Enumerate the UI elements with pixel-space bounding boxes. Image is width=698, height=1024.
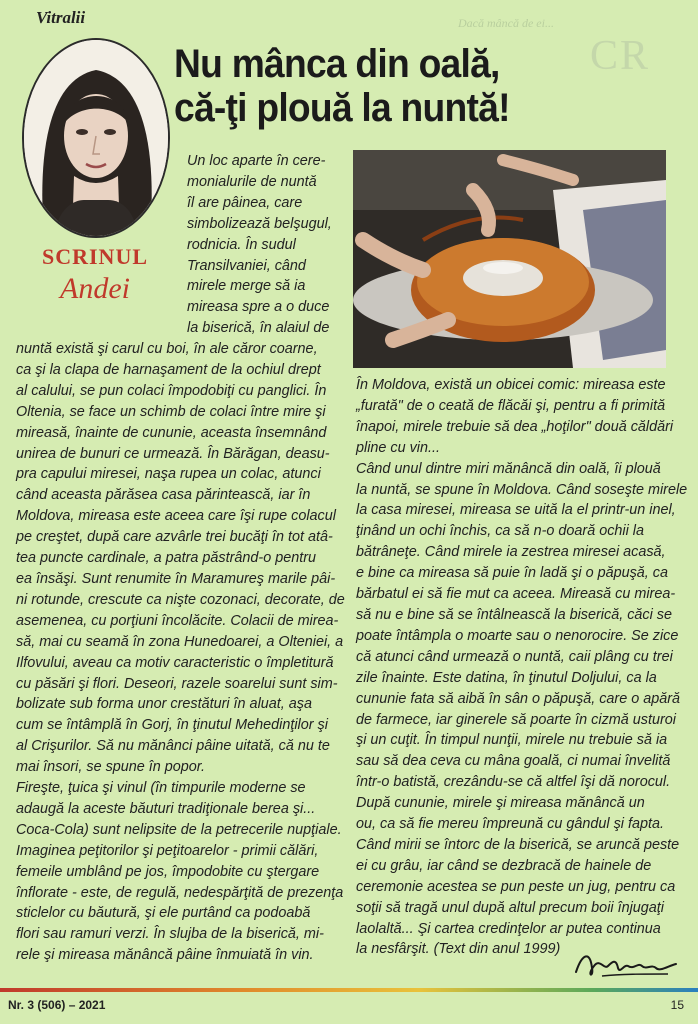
- author-portrait: [22, 38, 170, 238]
- text-line: că atunci când urmează o nuntă, caii plâng cu trei: [356, 648, 673, 665]
- issue-number: Nr. 3 (506) – 2021: [8, 998, 106, 1012]
- text-line: Moldova, mireasa este aceea care îşi rupe colacul: [16, 508, 336, 525]
- text-line: Transilvaniei, când: [187, 257, 306, 274]
- text-line: înapoi, mirele trebuie să dea „hoţilor" două căldări: [356, 418, 674, 435]
- text-line: ea însăşi. Sunt renumite în Maramureş marile pâi-: [16, 570, 336, 587]
- text-line: într-o batistă, crezându-se că altfel îşi dă norocul.: [356, 774, 671, 791]
- article-headline: [174, 42, 658, 130]
- text-line: ei cu grâu, iar când se dezbracă de hainele de: [356, 857, 652, 874]
- text-line: bolizate sub forma unor crestături în aluat, aşa: [16, 696, 312, 713]
- text-line: înflorate - este, de regulă, nedespărţită de prezenţa: [16, 884, 344, 901]
- headline-line: Nu mânca din oală,: [174, 42, 500, 86]
- bread-ring-illustration: [353, 150, 666, 368]
- text-line: Imaginea peţitorilor şi peţitoarelor - primii călări,: [16, 842, 319, 859]
- text-line: Ilfovului, aveau ca motiv caracteristic o împletitură: [16, 654, 334, 671]
- text-line: monialurile de nuntă: [187, 173, 317, 190]
- text-line: ou, ca să fie mereu împreună cu gândul şi fapta.: [356, 816, 664, 833]
- section-label: Vitralii: [36, 8, 86, 27]
- text-line: ceremonie acestea se pun peste un jug, pentru ca: [356, 878, 676, 895]
- text-line: flori sau ramuri verzi. În slujba de la biserică, mi-: [16, 926, 324, 943]
- text-line: ca şi la clapa de harnaşament de la ochiul drept: [16, 361, 321, 378]
- article-column-left-top: [187, 151, 332, 339]
- text-line: zile înainte. Este datina, în ţinutul Doljului, ca la: [356, 669, 657, 686]
- column-brand-title: SCRINUL: [41, 244, 149, 269]
- portrait-illustration: [24, 40, 168, 236]
- text-line: unirea de bunuri ce urmează. În Bărăgan, deasu-: [16, 445, 330, 462]
- text-line: pe creştet, după care azvârle trei bucăţi în tot atâ-: [16, 529, 333, 546]
- text-line: să, mai cu seamă în zona Hunedoarei, a Olteniei, a: [16, 633, 344, 650]
- text-line: pra capului miresei, naşa rupea un colac, atunci: [16, 466, 321, 483]
- text-line: al calului, se pun colaci împodobiţi cu panglici. În: [16, 382, 327, 399]
- text-line: cununie fata să aibă în sân o păpuşă, care o apără: [356, 690, 681, 707]
- text-line: Coca-Cola) sunt nelipsite de la petrecerile nupţiale.: [16, 821, 342, 838]
- text-line: mai însori, se spune în popor.: [16, 759, 206, 776]
- text-line: femeile umblând pe jos, împodobite cu ştergare: [16, 863, 320, 880]
- text-line: când aceasta părăsea casa părintească, iar în: [16, 487, 311, 504]
- article-column-left: [16, 339, 345, 966]
- text-line: al Crişurilor. Să nu mănânci pâine uitată, că nu te: [16, 738, 330, 755]
- text-line: soţii să tragă unul după altul precum boii înjugaţi: [356, 899, 664, 916]
- text-line: la nuntă, se spune în Moldova. Când soseşte mirele: [356, 481, 688, 498]
- text-line: „furată" de o ceată de flăcăi şi, pentru a fi primită: [356, 397, 666, 414]
- text-line: e bine ca mireasa să puie în ladă şi o păpuşă, ca: [356, 565, 668, 582]
- text-line: la nesfârşit. (Text din anul 1999): [356, 941, 561, 958]
- text-line: să nu e bine să se întâlnească la biserică, căci se: [356, 606, 672, 623]
- wedding-bread-photo: [353, 150, 666, 368]
- text-line: bătrâneţe. Când mirele ia zestrea miresei acasă,: [356, 544, 666, 561]
- text-line: şi un cuţit. În timpul nunţii, mirele nu trebuie să ia: [356, 732, 668, 749]
- text-line: Când unul dintre miri mănâncă din oală, îi plouă: [356, 460, 661, 477]
- text-line: În Moldova, există un obicei comic: mireasa este: [356, 377, 666, 393]
- text-line: ţinând un ochi închis, ca să n-o doară ochii la: [356, 523, 644, 540]
- text-line: simbolizează belşugul,: [187, 215, 332, 232]
- text-line: Fireşte, ţuica şi vinul (în timpurile moderne se: [16, 780, 306, 797]
- text-line: la biserică, în alaiul de: [187, 320, 330, 337]
- text-line: adaugă la aceste băuturi tradiţionale berea şi...: [16, 800, 316, 817]
- text-line: asemenea, cu porţiuni încolăcite. Colacii de mirea-: [16, 612, 339, 629]
- text-line: Un loc aparte în cere-: [187, 153, 326, 169]
- text-line: la casa miresei, mireasa se uită la el printr-un inel,: [356, 502, 676, 519]
- page-number: 15: [670, 998, 684, 1012]
- text-line: poate întâmpla o moarte sau o nenorocire. Se zice: [356, 627, 679, 644]
- text-line: rele şi mireasa mănâncă pâine înmuiată în vin.: [16, 947, 314, 964]
- text-line: mireasa spre a o duce: [187, 299, 330, 316]
- headline-line: că-ţi plouă la nuntă!: [174, 86, 510, 130]
- text-line: mirele merge să ia: [187, 278, 306, 295]
- text-line: tea puncte cardinale, a patra păstrând-o pentru: [16, 550, 317, 567]
- article-column-right: [356, 375, 687, 960]
- text-line: cum se întâmplă în Gorj, în ţinutul Mehedinţilor şi: [16, 717, 328, 734]
- text-line: Oltenia, se face un schimb de colaci între mire şi: [16, 403, 326, 420]
- text-line: de farmece, iar ginerele să poarte în cizmă usturoi: [356, 711, 676, 728]
- text-line: Când mirii se întorc de la biserică, se aruncă peste: [356, 836, 680, 853]
- text-line: sticlelor cu băutură, şi ele purtând ca podoabă: [16, 905, 311, 922]
- faded-header-text: Dacă mâncă de ei...: [458, 16, 554, 30]
- text-line: După cununie, mirele şi mireasa mănâncă un: [356, 795, 645, 812]
- text-line: rodnicia. În sudul: [187, 236, 296, 253]
- text-line: îl are pâinea, care: [187, 194, 303, 211]
- faded-header-big-letters: CR: [590, 33, 651, 79]
- column-brand-signature: Andei: [60, 272, 130, 305]
- text-line: mireasă, înainte de cununie, aceasta însemnând: [16, 424, 327, 441]
- text-line: nuntă există şi carul cu boi, în ale căror coarne,: [16, 341, 318, 357]
- text-line: laolaltă... Şi cartea credinţelor ar putea continua: [356, 920, 661, 937]
- text-line: pline cu vin...: [356, 439, 440, 456]
- text-line: bărbatul ei să fie mut ca aceea. Mireasă cu mirea-: [356, 586, 676, 603]
- text-line: cu păsări şi flori. Deseori, razele soarelui sunt sim-: [16, 675, 338, 692]
- author-handwritten-signature: [572, 944, 682, 984]
- footer-color-rule: [0, 988, 698, 992]
- text-line: ni rotunde, crescute ca nişte cozonaci, decorate, de: [16, 591, 345, 608]
- text-line: sau să dea ceva cu mâna goală, ci numai învelită: [356, 753, 671, 770]
